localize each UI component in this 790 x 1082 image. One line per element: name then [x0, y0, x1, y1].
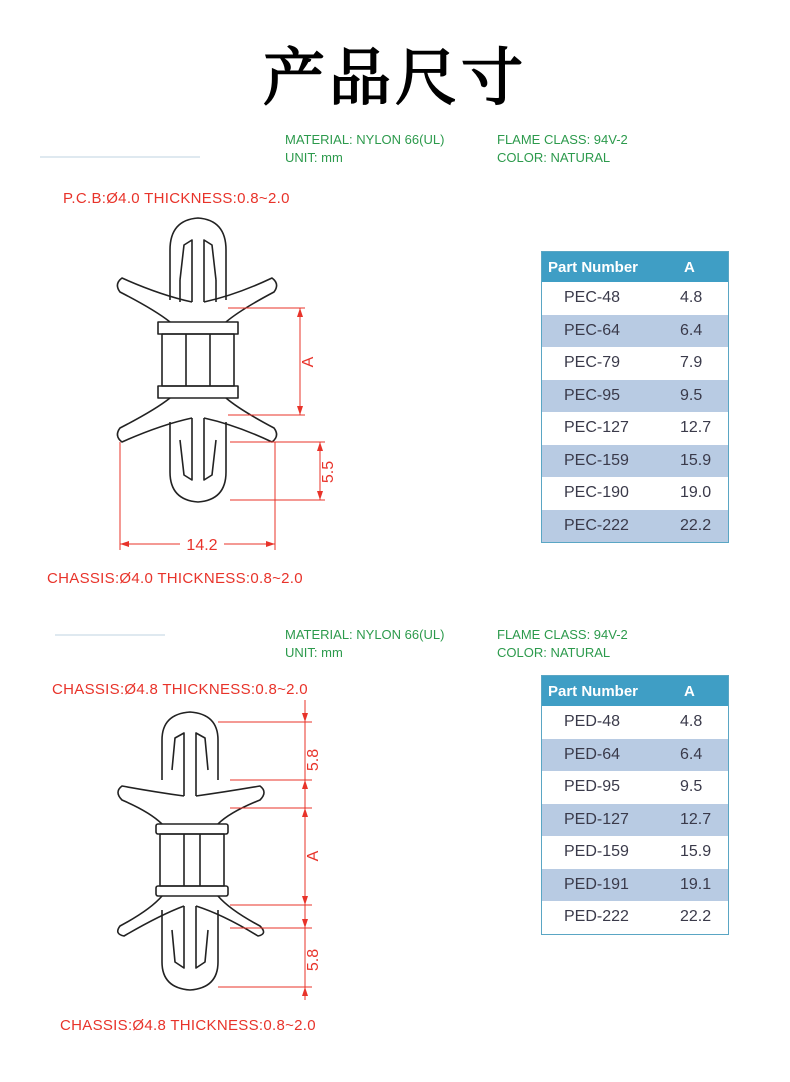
color-spec: COLOR: NATURAL: [497, 150, 611, 165]
chassis-thickness-label-bottom: CHASSIS:Ø4.8 THICKNESS:0.8~2.0: [60, 1017, 316, 1034]
dim-a-label: A: [300, 356, 317, 368]
material-spec: MATERIAL: NYLON 66(UL): [285, 627, 445, 642]
table-row: [542, 347, 728, 380]
chassis-thickness-label-top: CHASSIS:Ø4.8 THICKNESS:0.8~2.0: [52, 681, 308, 698]
header-part-number: Part Number: [548, 682, 639, 700]
dimension-a-cell: 22.2: [680, 908, 712, 926]
table-row: [542, 510, 728, 543]
dimension-a-cell: 19.0: [680, 484, 712, 502]
flame-class-spec: FLAME CLASS: 94V-2: [497, 627, 628, 642]
dim-a-label: A: [305, 850, 322, 862]
color-spec: COLOR: NATURAL: [497, 645, 611, 660]
dimension-a-cell: 15.9: [680, 451, 712, 469]
part-number-cell: PEC-64: [564, 321, 621, 339]
part-number-cell: PED-48: [564, 713, 621, 731]
dimension-a-cell: 6.4: [680, 321, 703, 339]
table-row: [542, 901, 728, 934]
table-row: [542, 315, 728, 348]
page-title: 产品尺寸: [262, 41, 527, 114]
part-number-cell: PED-191: [564, 875, 629, 893]
dimension-a-cell: 4.8: [680, 713, 703, 731]
part-number-cell: PEC-95: [564, 386, 621, 404]
dimension-a-cell: 15.9: [680, 843, 712, 861]
part-table-ped: [541, 675, 729, 935]
flame-class-spec: FLAME CLASS: 94V-2: [497, 132, 628, 147]
header-a: A: [684, 258, 695, 276]
table-row: [542, 706, 728, 739]
table-row: [542, 380, 728, 413]
divider-line: [55, 634, 165, 636]
table-row: [542, 445, 728, 478]
table-header: [542, 676, 728, 706]
dimension-a-cell: 22.2: [680, 516, 712, 534]
dimension-a-cell: 7.9: [680, 354, 703, 372]
table-row: [542, 739, 728, 772]
dimension-a-cell: 9.5: [680, 778, 703, 796]
spacer-drawing-ped: [100, 700, 340, 1000]
part-number-cell: PEC-79: [564, 354, 621, 372]
dimension-a-cell: 19.1: [680, 875, 712, 893]
table-row: [542, 771, 728, 804]
dimension-a-cell: 12.7: [680, 810, 712, 828]
part-number-cell: PEC-127: [564, 419, 629, 437]
unit-spec: UNIT: mm: [285, 150, 343, 165]
dimension-a-cell: 12.7: [680, 419, 712, 437]
part-number-cell: PED-159: [564, 843, 629, 861]
table-row: [542, 869, 728, 902]
table-row: [542, 412, 728, 445]
spacer-drawing-pec: [100, 210, 360, 560]
table-row: [542, 804, 728, 837]
chassis-thickness-label: CHASSIS:Ø4.0 THICKNESS:0.8~2.0: [47, 570, 303, 587]
material-spec: MATERIAL: NYLON 66(UL): [285, 132, 445, 147]
table-row: [542, 282, 728, 315]
part-number-cell: PED-95: [564, 778, 621, 796]
dim-5-5-label: 5.5: [320, 460, 337, 484]
part-number-cell: PEC-48: [564, 289, 621, 307]
part-number-cell: PEC-222: [564, 516, 629, 534]
dim-14-2-label: 14.2: [186, 537, 218, 554]
table-row: [542, 477, 728, 510]
header-part-number: Part Number: [548, 258, 639, 276]
dimension-a-cell: 4.8: [680, 289, 703, 307]
table-header: [542, 252, 728, 282]
header-a: A: [684, 682, 695, 700]
part-table-pec: [541, 251, 729, 543]
dim-5-8-bottom-label: 5.8: [305, 948, 322, 972]
pcb-thickness-label: P.C.B:Ø4.0 THICKNESS:0.8~2.0: [63, 190, 290, 207]
dim-5-8-top-label: 5.8: [305, 748, 322, 772]
part-number-cell: PED-127: [564, 810, 629, 828]
part-number-cell: PEC-190: [564, 484, 629, 502]
part-number-cell: PED-222: [564, 908, 629, 926]
unit-spec: UNIT: mm: [285, 645, 343, 660]
table-row: [542, 836, 728, 869]
dimension-a-cell: 9.5: [680, 386, 703, 404]
dimension-a-cell: 6.4: [680, 745, 703, 763]
divider-line: [40, 156, 200, 158]
part-number-cell: PED-64: [564, 745, 621, 763]
part-number-cell: PEC-159: [564, 451, 629, 469]
